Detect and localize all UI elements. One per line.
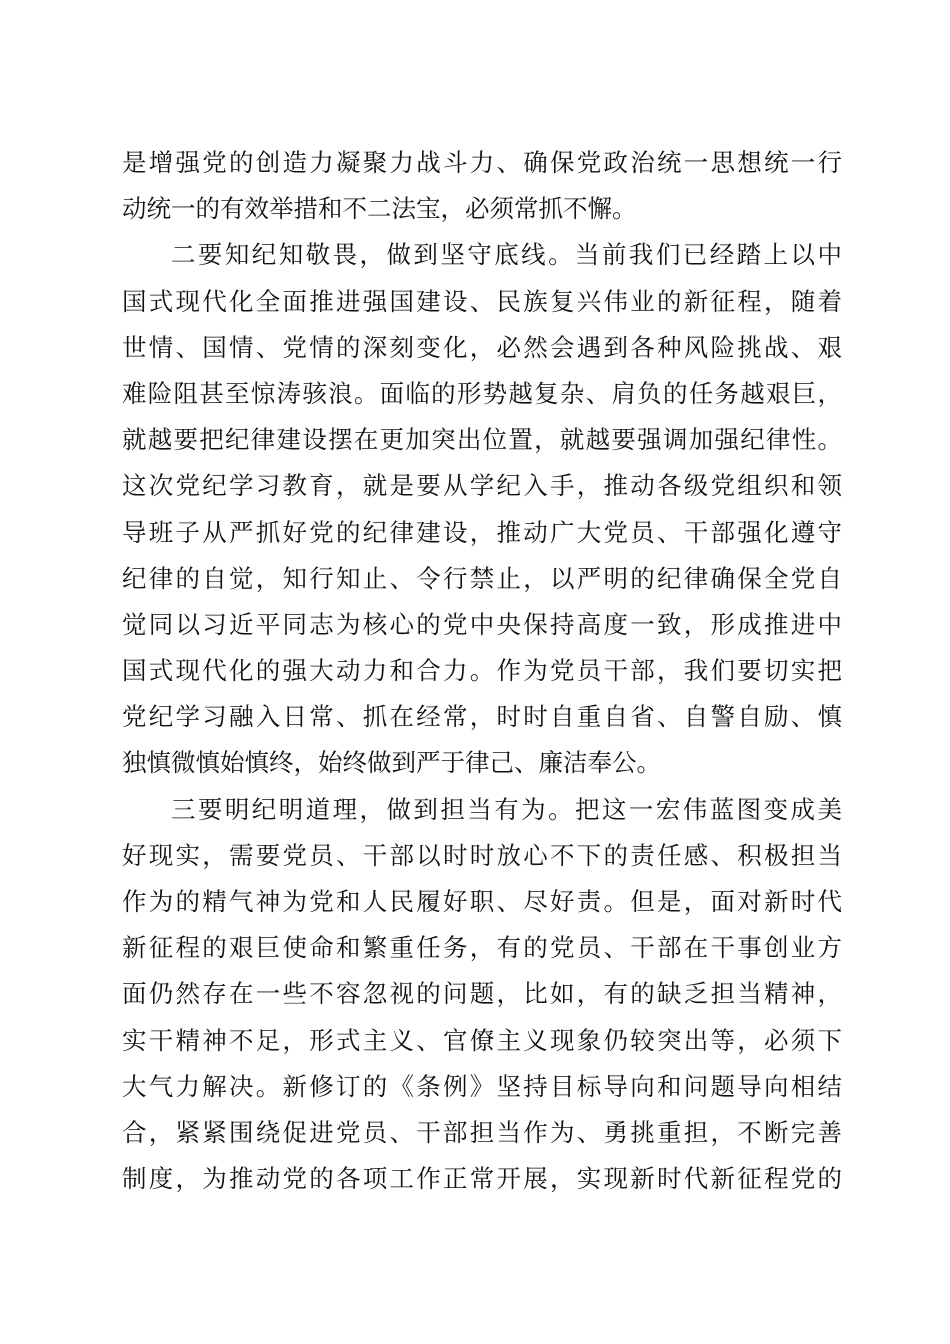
text-line: 国式现代化全面推进强国建设、民族复兴伟业的新征程，随着 bbox=[122, 286, 842, 316]
text-line: 这次党纪学习教育，就是要从学纪入手，推动各级党组织和领 bbox=[122, 471, 842, 501]
text-line: 二要知纪知敬畏，做到坚守底线。当前我们已经踏上以中 bbox=[171, 240, 842, 270]
text-line: 就越要把纪律建设摆在更加突出位置，就越要强调加强纪律性。 bbox=[122, 425, 842, 455]
text-line: 大气力解决。新修订的《条例》坚持目标导向和问题导向相结 bbox=[122, 1071, 842, 1101]
text-line: 纪律的自觉，知行知止、令行禁止，以严明的纪律确保全党自 bbox=[122, 563, 842, 593]
text-line: 导班子从严抓好党的纪律建设，推动广大党员、干部强化遵守 bbox=[122, 517, 842, 547]
text-line: 党纪学习融入日常、抓在经常，时时自重自省、自警自励、慎 bbox=[122, 702, 842, 732]
paragraph-3 bbox=[122, 787, 842, 1203]
text-line: 合，紧紧围绕促进党员、干部担当作为、勇挑重担，不断完善 bbox=[122, 1117, 842, 1147]
paragraph-continuation bbox=[122, 140, 842, 232]
paragraph-2 bbox=[122, 232, 842, 786]
text-line: 独慎微慎始慎终，始终做到严于律己、廉洁奉公。 bbox=[122, 748, 661, 778]
text-line: 好现实，需要党员、干部以时时放心不下的责任感、积极担当 bbox=[122, 840, 842, 870]
text-line: 觉同以习近平同志为核心的党中央保持高度一致，形成推进中 bbox=[122, 609, 842, 639]
document-body bbox=[122, 140, 842, 1202]
text-line: 动统一的有效举措和不二法宝，必须常抓不懈。 bbox=[122, 194, 637, 224]
text-line: 三要明纪明道理，做到担当有为。把这一宏伟蓝图变成美 bbox=[171, 794, 842, 824]
text-line: 世情、国情、党情的深刻变化，必然会遇到各种风险挑战、艰 bbox=[122, 332, 842, 362]
text-line: 新征程的艰巨使命和繁重任务，有的党员、干部在干事创业方 bbox=[122, 933, 842, 963]
text-line: 难险阻甚至惊涛骇浪。面临的形势越复杂、肩负的任务越艰巨， bbox=[122, 378, 842, 408]
text-line: 是增强党的创造力凝聚力战斗力、确保党政治统一思想统一行 bbox=[122, 148, 842, 177]
text-line: 作为的精气神为党和人民履好职、尽好责。但是，面对新时代 bbox=[122, 887, 842, 916]
text-line: 国式现代化的强大动力和合力。作为党员干部，我们要切实把 bbox=[122, 656, 842, 686]
text-line: 制度，为推动党的各项工作正常开展，实现新时代新征程党的 bbox=[122, 1164, 842, 1194]
text-line: 面仍然存在一些不容忽视的问题，比如，有的缺乏担当精神， bbox=[122, 979, 842, 1009]
text-line: 实干精神不足，形式主义、官僚主义现象仍较突出等，必须下 bbox=[122, 1025, 842, 1055]
